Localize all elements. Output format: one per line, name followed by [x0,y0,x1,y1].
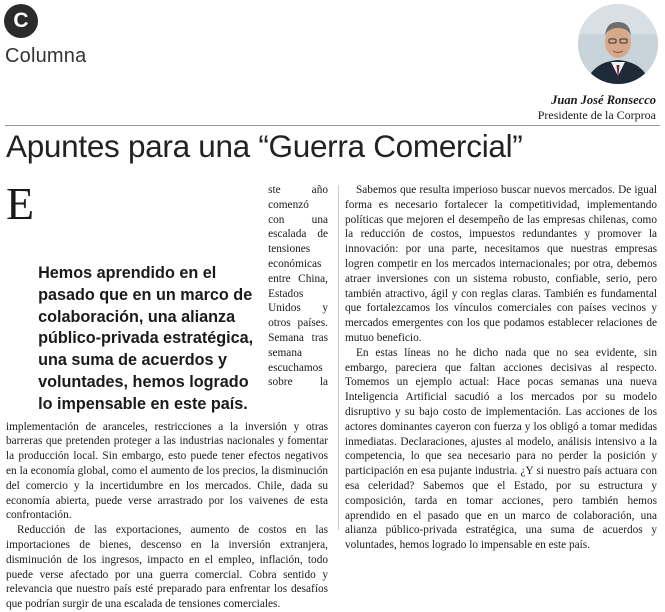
left-paragraph-1: ste año comenzó con una escalada de tensiones económicas entre China, Estados Unidos y otros países. Semana tras semana escuchamos sobre la implementación de aranceles, restricciones a la inversión y otras barreras que pretenden proteger a las industrias nacionales y fomentar la producción local. Sin embargo, esto puede tener efectos negativos en la economía global, como el aumento de los precios, la disminución del comercio y la incertidumbre en los mercados. Chile, dada su economía abierta, puede verse arrastrado por los vaivenes de esta confrontación. [6,184,328,522]
column-divider [338,185,339,530]
left-paragraph-2: Reducción de las exportaciones, aumento de costos en las importaciones de bienes, descenso en la inversión extranjera, disminución de los ingresos, impacto en el empleo, inflación, todo puede verse afectado por una guerra comercial. Cobra sentido y relevancia que nuestro país esté preparado para enfrentar los desafíos que podrían surgir de una escalada de tensiones comerciales. [6,524,328,611]
author-name: Juan José Ronsecco [551,93,656,107]
author-role: Presidente de la Corproa [537,108,656,122]
left-column [6,178,328,612]
right-paragraph-1: Sabemos que resulta imperioso buscar nuevos mercados. De igual forma es necesario fortalecer la competitividad, implementando políticas que mejoren el desempeño de las empresas chilenas, como la reducción de costos, impuestos redundantes y promover la innovación: por una parte, necesitamos que nuestras empresas logren competir en los mercados internacionales; por otra, debemos atraer inversiones con un sistema robusto, confiable, serio, pero también atractivo, ágil y con reglas claras. También es fundamental que fortalezcamos los vínculos comerciales con países vecinos y mercados emergentes con los que podamos establecer relaciones de mutuo beneficio. [345,184,657,344]
drop-cap: E [6,178,35,229]
right-column [345,183,657,553]
right-paragraph-2: En estas líneas no he dicho nada que no sea evidente, sin embargo, pareciera que faltan acciones decisivas al respecto. Tomemos un ejemplo actual: Hace pocas semanas una nueva Inteligencia Artificial sacudió a los mercados por su modelo disruptivo y su bajo costo de implementación. Las acciones de los actores dominantes cayeron con fuerza y los obligó a tomar medidas inmediatas. Declaraciones, ajustes al modelo, análisis intensivo a la competencia, lo que sea necesario para no perder la posición y participación en esa pujante industria. ¿Y si nuestro país actuara con esa celeridad? Sabemos que el Estado, por su estructura y composición, tarda en tomar acciones, pero también hemos aprendido en el pasado que en un marco de colaboración, una alianza público-privada estratégica, una suma de acuerdos y voluntades, hemos logrado lo impensable en este país. [345,346,657,552]
section-badge: C [4,4,38,38]
author-photo [578,4,658,84]
header-divider [5,125,660,126]
pull-quote: Hemos aprendido en el pasado que en un marco de colaboración, una alianza público-privada estratégica, una suma de acuerdos y voluntades, hemos logrado lo impensable en este país. [38,264,254,413]
article-headline: Apuntes para una “Guerra Comercial” [6,128,523,164]
section-label: Columna [5,45,87,67]
